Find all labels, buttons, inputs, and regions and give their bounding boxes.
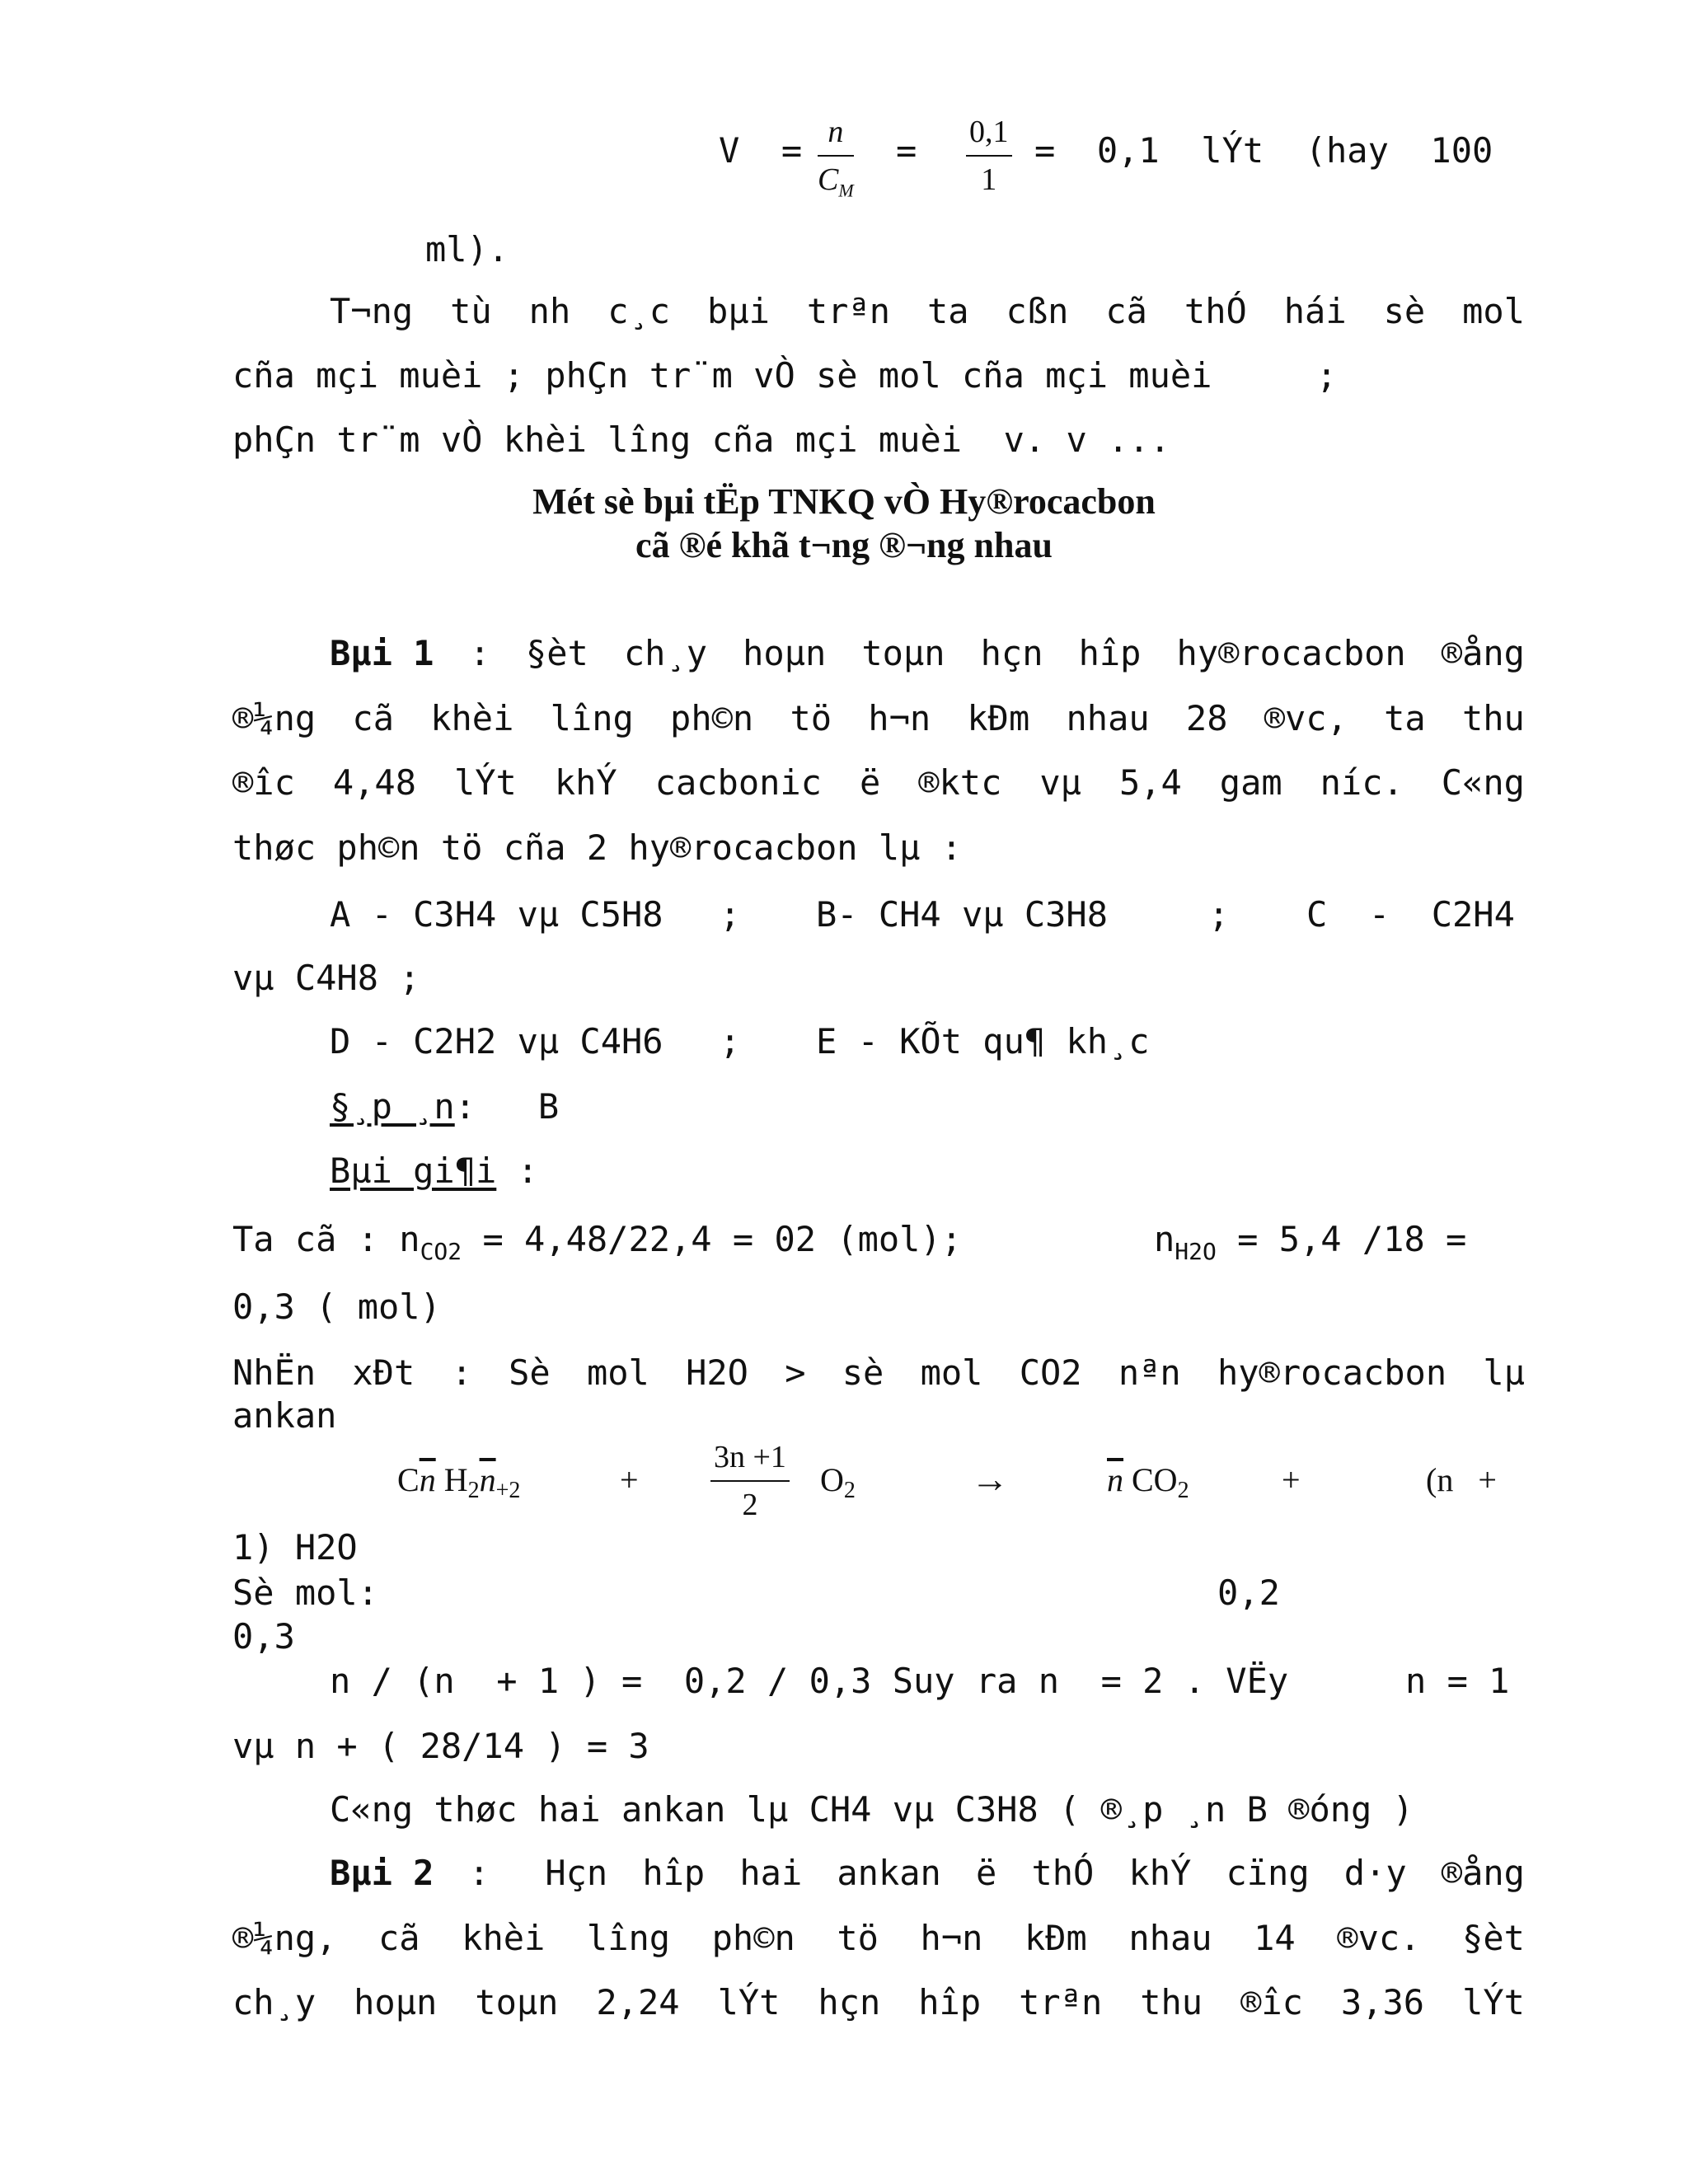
nhan-xet-line: NhËn xÐt : Sè mol H2O > sè mol CO2 nªn hy®rocacbon lµ — [232, 1352, 1525, 1393]
fraction-denominator: 1 — [981, 162, 997, 197]
bai2-label: Bµi 2 — [330, 1853, 434, 1893]
value-03: 0,3 — [232, 1616, 295, 1657]
option-c-cont: vµ C4H8 ; — [232, 958, 420, 998]
fraction-numerator: n — [828, 115, 844, 149]
fraction-denominator: $C_M$ — [818, 162, 854, 201]
fraction-n-over-cm — [818, 114, 854, 202]
fraction-numerator: 3n +1 — [714, 1440, 786, 1474]
fraction-3n-plus-1-over-2 — [710, 1439, 790, 1523]
option-c: C - C2H4 — [1306, 894, 1515, 935]
option-d-sep: ; — [720, 1021, 741, 1062]
ratio-line-end: n = 1 — [1405, 1661, 1510, 1701]
answer-line: §¸p ¸n: B — [330, 1086, 560, 1127]
bai1-label: Bµi 1 — [330, 633, 434, 673]
reaction-arrow: → — [971, 1458, 1009, 1500]
bai2-line1: Bµi 2 : Hçn hîp hai ankan ë thÓ khÝ cïng d·y ®ång — [330, 1853, 1525, 1893]
fraction-bar — [818, 155, 854, 157]
fraction-01-over-1 — [966, 114, 1012, 198]
text-ml: ml). — [425, 229, 509, 269]
answer-value: B — [537, 1086, 560, 1127]
option-a-sep: ; — [720, 894, 741, 935]
so-mol-value: 0,2 — [1217, 1572, 1280, 1613]
reaction-co2: $\overline{n}$ $CO_2$ — [1107, 1461, 1189, 1503]
bai1-line3: ®îc 4,48 lÝt khÝ cacbonic ë ®ktc vµ 5,4 gam níc. C«ng — [232, 762, 1525, 803]
para1-line3: phÇn tr¨m vÒ khèi lîng cña mçi muèi v. v ... — [232, 419, 1170, 460]
para1-line1: T¬ng tù nh c¸c bµi trªn ta cßn cã thÓ hái sè mol — [330, 291, 1525, 331]
n-h2o-line: $n_{H2O} = 5,4$ /18 = — [1154, 1219, 1467, 1265]
taco-line: Ta cã : $n_{CO2} = 4,48/22,4 = 02$ (mol); — [232, 1219, 963, 1265]
answer-label: §¸p ¸n — [330, 1086, 455, 1127]
fraction-numerator: 0,1 — [969, 115, 1009, 149]
reaction-paren: (n + — [1426, 1461, 1497, 1498]
h2o-product-line: 1) H2O — [232, 1527, 358, 1568]
option-e: E - KÕt qu¶ kh¸c — [816, 1021, 1150, 1062]
reaction-o2: $O_2$ — [820, 1461, 856, 1503]
para1-line2: cña mçi muèi ; phÇn tr¨m vÒ sè mol cña mçi muèi ; — [232, 355, 1338, 396]
bai2-line3: ch¸y hoµn toµn 2,24 lÝt hçn hîp trªn thu ®îc 3,36 lÝt — [232, 1982, 1525, 2022]
fraction-bar — [966, 155, 1012, 157]
ratio-line: n / (n + 1 ) = 0,2 / 0,3 Suy ra n = 2 . VËy — [330, 1661, 1289, 1701]
option-d: D - C2H2 vµ C4H6 — [330, 1021, 663, 1062]
ket-luan-line: C«ng thøc hai ankan lµ CH4 vµ C3H8 ( ®¸p ¸n B ®óng ) — [330, 1789, 1414, 1830]
formula-v-rhs: = 0,1 lÝt (hay 100 — [1034, 130, 1493, 171]
option-b: B- CH4 vµ C3H8 — [816, 894, 1109, 935]
solution-line: Bµi gi¶i : — [330, 1151, 538, 1191]
reaction-plus-1: + — [620, 1461, 639, 1498]
bai1-line4: thøc ph©n tö cña 2 hy®rocacbon lµ : — [232, 827, 963, 868]
reaction-reactant: $C\overline{n}$ $H_2\overline{n}_{+2}$ — [397, 1461, 521, 1503]
ankan-line: ankan — [232, 1395, 337, 1436]
bai1-line2: ®¼ng cã khèi lîng ph©n tö h¬n kÐm nhau 28 ®vc, ta thu — [232, 698, 1525, 738]
solution-label: Bµi gi¶i — [330, 1151, 497, 1191]
section-heading-line1: Mét sè bµi tËp TNKQ vÒ Hy®rocacbon — [532, 481, 1156, 522]
fraction-denominator: 2 — [742, 1488, 758, 1522]
formula-v-equals: = — [896, 130, 917, 171]
bai1-line1: Bµi 1 : §èt ch¸y hoµn toµn hçn hîp hy®rocacbon ®ång — [330, 633, 1525, 673]
bai2-line2: ®¼ng, cã khèi lîng ph©n tö h¬n kÐm nhau 14 ®vc. §èt — [232, 1918, 1525, 1958]
mol-03-line: 0,3 ( mol) — [232, 1286, 441, 1327]
option-b-sep: ; — [1208, 894, 1230, 935]
vu-n-line: vµ n + ( 28/14 ) = 3 — [232, 1726, 649, 1766]
option-a: A - C3H4 vµ C5H8 — [330, 894, 663, 935]
formula-v-lhs: V = — [719, 130, 803, 171]
section-heading-line2: cã ®é khã t¬ng ®¬ng nhau — [635, 525, 1053, 565]
fraction-bar — [710, 1480, 790, 1482]
so-mol-label: Sè mol: — [232, 1572, 379, 1613]
reaction-plus-2: + — [1282, 1461, 1301, 1498]
